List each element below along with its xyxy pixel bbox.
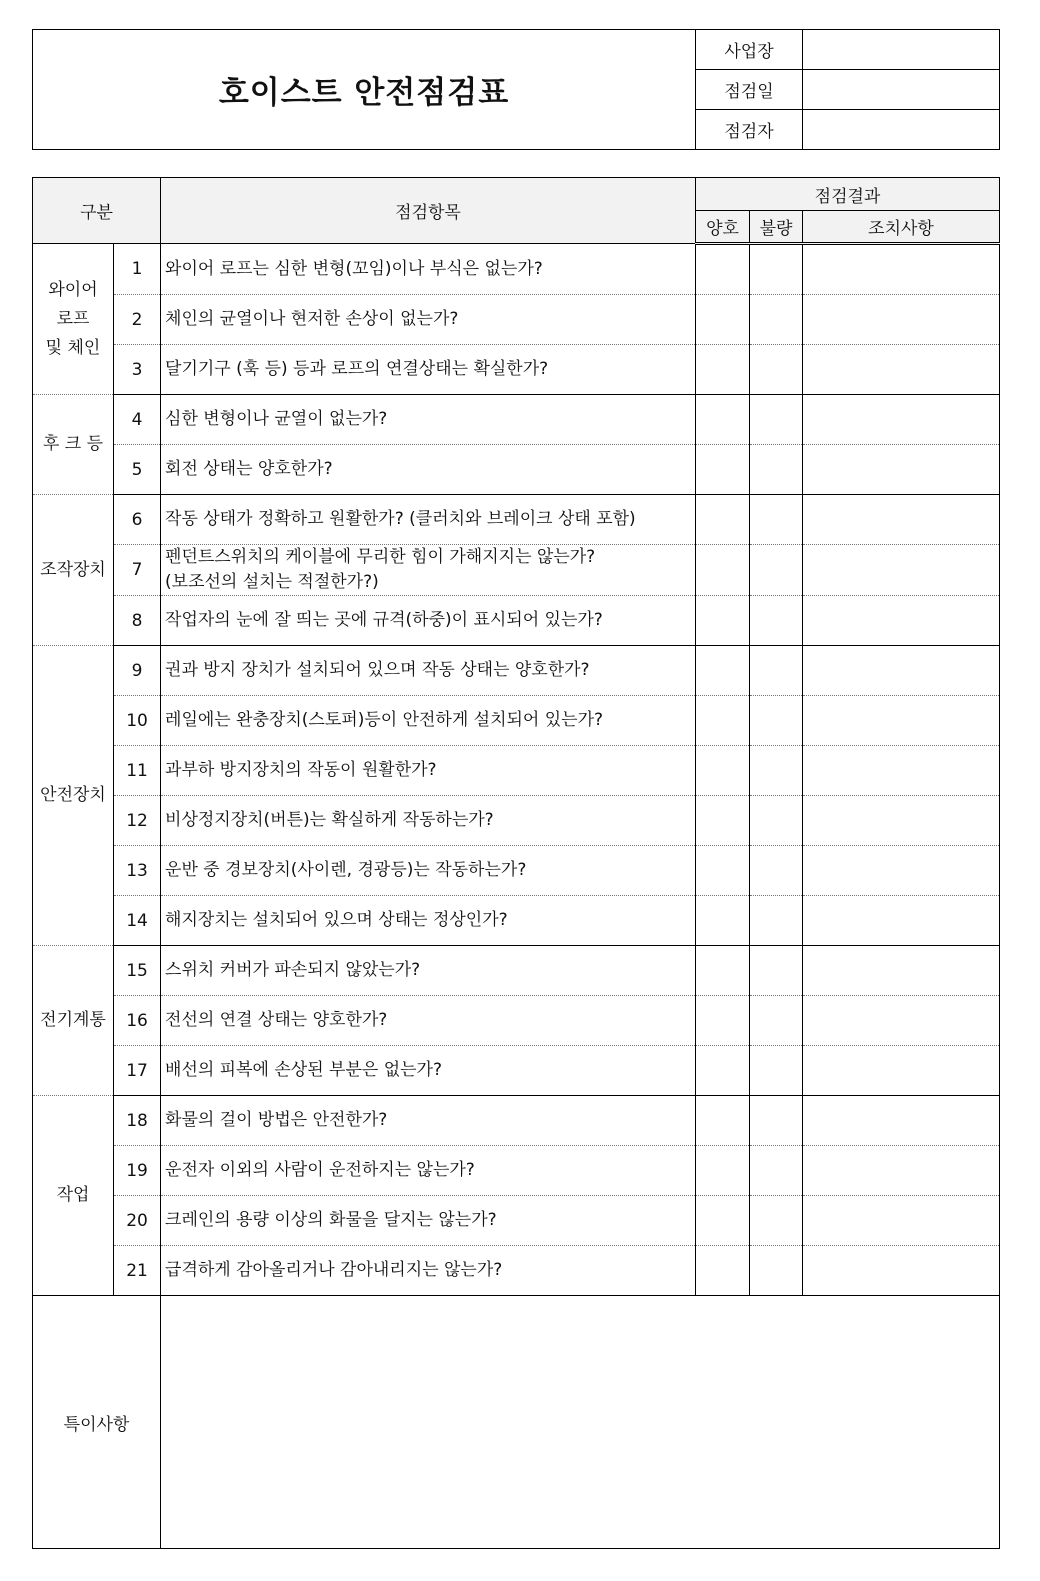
action-cell[interactable]: [803, 1196, 1000, 1246]
item-number: 17: [114, 1046, 161, 1096]
item-number: 12: [114, 796, 161, 846]
good-column-header: 양호: [696, 211, 750, 244]
check-item-text: 와이어 로프는 심한 변형(꼬임)이나 부식은 없는가?: [161, 244, 696, 295]
check-item-text: 비상정지장치(버튼)는 확실하게 작동하는가?: [161, 796, 696, 846]
category-cell: 와이어 로프 및 체인: [33, 244, 114, 395]
item-number: 8: [114, 596, 161, 646]
bad-result-cell[interactable]: [750, 896, 803, 946]
good-result-cell[interactable]: [696, 295, 750, 345]
check-item-text: 해지장치는 설치되어 있으며 상태는 정상인가?: [161, 896, 696, 946]
bad-result-cell[interactable]: [750, 1046, 803, 1096]
notes-field[interactable]: [161, 1296, 1000, 1549]
checklist-table: [32, 177, 1000, 1549]
good-result-cell[interactable]: [696, 545, 750, 596]
table-row: [33, 996, 1000, 1046]
good-result-cell[interactable]: [696, 996, 750, 1046]
good-result-cell[interactable]: [696, 846, 750, 896]
table-row: [33, 1046, 1000, 1096]
good-result-cell[interactable]: [696, 244, 750, 295]
table-row: [33, 244, 1000, 295]
action-cell[interactable]: [803, 495, 1000, 545]
good-result-cell[interactable]: [696, 1096, 750, 1146]
good-result-cell[interactable]: [696, 495, 750, 545]
good-result-cell[interactable]: [696, 646, 750, 696]
action-cell[interactable]: [803, 696, 1000, 746]
check-item-text: 운전자 이외의 사람이 운전하지는 않는가?: [161, 1146, 696, 1196]
action-cell[interactable]: [803, 1246, 1000, 1296]
action-cell[interactable]: [803, 545, 1000, 596]
check-item-text: 전선의 연결 상태는 양호한가?: [161, 996, 696, 1046]
check-item-text: 스위치 커버가 파손되지 않았는가?: [161, 946, 696, 996]
action-cell[interactable]: [803, 646, 1000, 696]
result-column-header: 점검결과: [696, 178, 1000, 211]
page-title: 호이스트 안전점검표: [33, 30, 696, 150]
item-number: 6: [114, 495, 161, 545]
check-item-text: 과부하 방지장치의 작동이 원활한가?: [161, 746, 696, 796]
check-item-text: 급격하게 감아올리거나 감아내리지는 않는가?: [161, 1246, 696, 1296]
good-result-cell[interactable]: [696, 345, 750, 395]
good-result-cell[interactable]: [696, 1196, 750, 1246]
action-cell[interactable]: [803, 1146, 1000, 1196]
check-item-text: 펜던트스위치의 케이블에 무리한 힘이 가해지지는 않는가? (보조선의 설치는 적절한가?): [161, 545, 696, 596]
item-number: 14: [114, 896, 161, 946]
action-cell[interactable]: [803, 1046, 1000, 1096]
bad-column-header: 불량: [750, 211, 803, 244]
item-number: 19: [114, 1146, 161, 1196]
item-number: 4: [114, 395, 161, 445]
workplace-label: 사업장: [696, 30, 803, 70]
good-result-cell[interactable]: [696, 1046, 750, 1096]
action-cell[interactable]: [803, 395, 1000, 445]
item-number: 18: [114, 1096, 161, 1146]
good-result-cell[interactable]: [696, 395, 750, 445]
action-cell[interactable]: [803, 746, 1000, 796]
bad-result-cell[interactable]: [750, 295, 803, 345]
item-number: 20: [114, 1196, 161, 1246]
table-row: [33, 846, 1000, 896]
check-item-text: 심한 변형이나 균열이 없는가?: [161, 395, 696, 445]
category-cell: 작업: [33, 1096, 114, 1296]
bad-result-cell[interactable]: [750, 696, 803, 746]
action-cell[interactable]: [803, 796, 1000, 846]
item-number: 5: [114, 445, 161, 495]
bad-result-cell[interactable]: [750, 596, 803, 646]
good-result-cell[interactable]: [696, 445, 750, 495]
table-row: [33, 796, 1000, 846]
check-item-text: 달기기구 (훅 등) 등과 로프의 연결상태는 확실한가?: [161, 345, 696, 395]
bad-result-cell[interactable]: [750, 345, 803, 395]
action-cell[interactable]: [803, 244, 1000, 295]
table-row: [33, 646, 1000, 696]
bad-result-cell[interactable]: [750, 1146, 803, 1196]
item-number: 10: [114, 696, 161, 746]
action-cell[interactable]: [803, 345, 1000, 395]
good-result-cell[interactable]: [696, 1246, 750, 1296]
category-cell: 전기계통: [33, 946, 114, 1096]
bad-result-cell[interactable]: [750, 495, 803, 545]
action-cell[interactable]: [803, 896, 1000, 946]
workplace-field[interactable]: [803, 30, 1000, 70]
bad-result-cell[interactable]: [750, 646, 803, 696]
table-row: [33, 445, 1000, 495]
check-item-text: 작동 상태가 정확하고 원활한가? (클러치와 브레이크 상태 포함): [161, 495, 696, 545]
category-cell: 조작장치: [33, 495, 114, 646]
inspection-date-label: 점검일: [696, 70, 803, 110]
item-number: 16: [114, 996, 161, 1046]
table-row: [33, 395, 1000, 445]
action-cell[interactable]: [803, 996, 1000, 1046]
check-item-text: 운반 중 경보장치(사이렌, 경광등)는 작동하는가?: [161, 846, 696, 896]
inspector-label: 점검자: [696, 110, 803, 150]
bad-result-cell[interactable]: [750, 846, 803, 896]
check-item-text: 화물의 걸이 방법은 안전한가?: [161, 1096, 696, 1146]
category-column-header: 구분: [33, 178, 161, 244]
table-row: [33, 596, 1000, 646]
check-item-text: 배선의 피복에 손상된 부분은 없는가?: [161, 1046, 696, 1096]
table-row: [33, 1096, 1000, 1146]
item-number: 9: [114, 646, 161, 696]
check-item-text: 권과 방지 장치가 설치되어 있으며 작동 상태는 양호한가?: [161, 646, 696, 696]
action-cell[interactable]: [803, 846, 1000, 896]
bad-result-cell[interactable]: [750, 1246, 803, 1296]
check-item-text: 회전 상태는 양호한가?: [161, 445, 696, 495]
action-cell[interactable]: [803, 946, 1000, 996]
good-result-cell[interactable]: [696, 596, 750, 646]
item-number: 1: [114, 244, 161, 295]
bad-result-cell[interactable]: [750, 996, 803, 1046]
table-row: [33, 295, 1000, 345]
bad-result-cell[interactable]: [750, 244, 803, 295]
checklist-rows: [33, 244, 1000, 1296]
bad-result-cell[interactable]: [750, 1096, 803, 1146]
inspection-date-field[interactable]: [803, 70, 1000, 110]
action-cell[interactable]: [803, 596, 1000, 646]
table-row: [33, 495, 1000, 545]
bad-result-cell[interactable]: [750, 445, 803, 495]
bad-result-cell[interactable]: [750, 545, 803, 596]
action-cell[interactable]: [803, 1096, 1000, 1146]
table-row: [33, 1196, 1000, 1246]
table-row: [33, 946, 1000, 996]
bad-result-cell[interactable]: [750, 946, 803, 996]
header-table: [32, 29, 1000, 150]
bad-result-cell[interactable]: [750, 796, 803, 846]
good-result-cell[interactable]: [696, 1146, 750, 1196]
good-result-cell[interactable]: [696, 946, 750, 996]
table-row: [33, 545, 1000, 596]
good-result-cell[interactable]: [696, 896, 750, 946]
table-row: [33, 696, 1000, 746]
item-number: 15: [114, 946, 161, 996]
item-number: 13: [114, 846, 161, 896]
items-column-header: 점검항목: [161, 178, 696, 244]
item-number: 21: [114, 1246, 161, 1296]
bad-result-cell[interactable]: [750, 395, 803, 445]
inspector-field[interactable]: [803, 110, 1000, 150]
item-number: 11: [114, 746, 161, 796]
table-row: [33, 1246, 1000, 1296]
check-item-text: 크레인의 용량 이상의 화물을 달지는 않는가?: [161, 1196, 696, 1246]
category-cell: 후 크 등: [33, 395, 114, 495]
check-item-text: 작업자의 눈에 잘 띄는 곳에 규격(하중)이 표시되어 있는가?: [161, 596, 696, 646]
item-number: 7: [114, 545, 161, 596]
category-cell: 안전장치: [33, 646, 114, 946]
table-row: [33, 896, 1000, 946]
item-number: 2: [114, 295, 161, 345]
item-number: 3: [114, 345, 161, 395]
table-row: [33, 746, 1000, 796]
notes-label: 특이사항: [33, 1296, 161, 1549]
bad-result-cell[interactable]: [750, 746, 803, 796]
table-row: [33, 345, 1000, 395]
action-cell[interactable]: [803, 295, 1000, 345]
action-column-header: 조치사항: [803, 211, 1000, 244]
bad-result-cell[interactable]: [750, 1196, 803, 1246]
table-row: [33, 1146, 1000, 1196]
good-result-cell[interactable]: [696, 796, 750, 846]
check-item-text: 레일에는 완충장치(스토퍼)등이 안전하게 설치되어 있는가?: [161, 696, 696, 746]
check-item-text: 체인의 균열이나 현저한 손상이 없는가?: [161, 295, 696, 345]
action-cell[interactable]: [803, 445, 1000, 495]
good-result-cell[interactable]: [696, 746, 750, 796]
good-result-cell[interactable]: [696, 696, 750, 746]
